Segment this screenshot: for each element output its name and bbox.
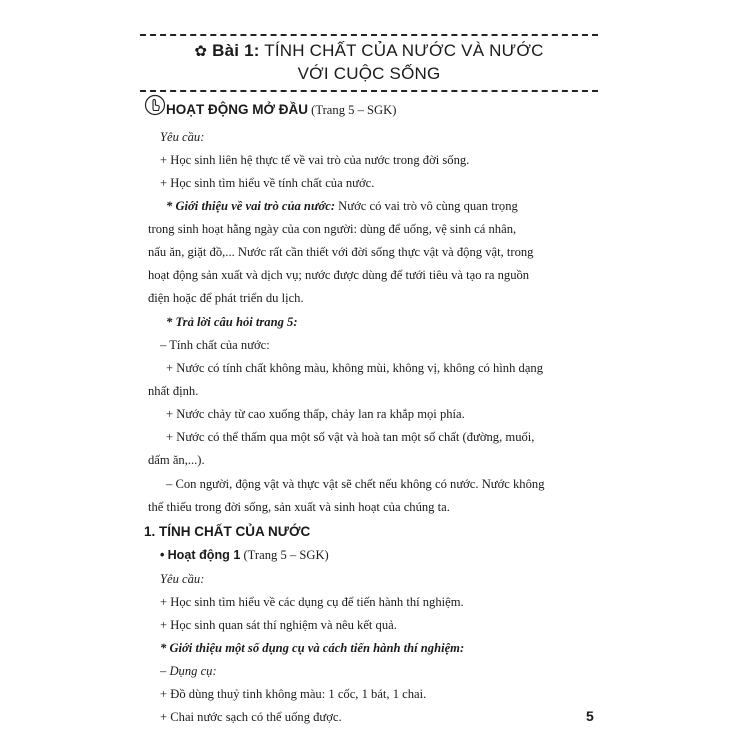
answer-4-line-1: + Nước có thể thấm qua một số vật và hoà tan một số chất (đường, muối, xyxy=(166,430,535,444)
tools-label: – Dụng cụ: xyxy=(160,664,217,678)
intro-role-label: * Giới thiệu về vai trò của nước: xyxy=(166,199,336,213)
intro-req-label: Yêu cầu: xyxy=(160,130,205,144)
section-1-req-2: + Học sinh quan sát thí nghiệm và nêu kết quả. xyxy=(160,618,397,632)
answer-4-line-2: dấm ăn,...). xyxy=(148,453,205,467)
activity-1-ref: (Trang 5 – SGK) xyxy=(240,548,329,562)
tools-intro-label: * Giới thiệu một số dụng cụ và cách tiến hành thí nghiệm: xyxy=(160,641,465,655)
lesson-title-text-1: TÍNH CHẤT CỦA NƯỚC VÀ NƯỚC xyxy=(264,41,544,60)
answer-5-line-1: – Con người, động vật và thực vật sẽ chết nếu không có nước. Nước không xyxy=(166,477,545,491)
section-1-req-1: + Học sinh tìm hiểu về các dụng cụ để tiến hành thí nghiệm. xyxy=(160,595,464,609)
intro-heading-text: HOẠT ĐỘNG MỞ ĐẦU xyxy=(166,102,309,117)
activity-1-heading xyxy=(160,548,329,563)
lesson-number: Bài 1: xyxy=(212,41,260,60)
hand-pointer-icon xyxy=(144,94,166,116)
title-bottom-rule xyxy=(140,90,598,92)
activity-bullet: • xyxy=(160,548,165,562)
tool-1: + Đồ dùng thuỷ tinh không màu: 1 cốc, 1 bát, 1 chai. xyxy=(160,687,427,701)
answer-3: + Nước chảy từ cao xuống thấp, chảy lan ra khắp mọi phía. xyxy=(166,407,465,421)
flower-icon: ✿ xyxy=(194,43,208,60)
lesson-title-line-1 xyxy=(140,40,598,63)
intro-paragraph-line-4: hoạt động sản xuất và dịch vụ; nước được dùng để tưới tiêu và tạo ra nguồn xyxy=(148,268,530,282)
intro-paragraph-line-3: nấu ăn, giặt đồ,... Nước rất cần thiết với đời sống thực vật và động vật, trong xyxy=(148,245,534,259)
intro-heading xyxy=(166,102,396,118)
section-1-heading: 1. TÍNH CHẤT CỦA NƯỚC xyxy=(144,524,311,539)
section-1-req-label: Yêu cầu: xyxy=(160,572,205,586)
intro-req-1: + Học sinh liên hệ thực tế về vai trò của nước trong đời sống. xyxy=(160,153,470,167)
title-top-rule xyxy=(140,34,598,36)
intro-heading-ref: (Trang 5 – SGK) xyxy=(308,103,397,117)
answer-2-line-1: + Nước có tính chất không màu, không mùi, không vị, không có hình dạng xyxy=(166,361,544,375)
answer-2-line-2: nhất định. xyxy=(148,384,199,398)
activity-1-label: Hoạt động 1 xyxy=(167,548,241,562)
answer-label: * Trả lời câu hỏi trang 5: xyxy=(166,315,298,329)
answer-1: – Tính chất của nước: xyxy=(160,338,270,352)
tool-2: + Chai nước sạch có thể uống được. xyxy=(160,710,342,724)
page-number: 5 xyxy=(586,708,594,724)
intro-req-2: + Học sinh tìm hiểu về tính chất của nước. xyxy=(160,176,375,190)
lesson-title xyxy=(140,40,598,85)
intro-paragraph-line-1 xyxy=(166,199,518,214)
intro-paragraph-line-5: điện hoặc để phát triển du lịch. xyxy=(148,291,304,305)
intro-paragraph-line-2: trong sinh hoạt hằng ngày của con người: dùng để uống, vệ sinh cá nhân, xyxy=(148,222,517,236)
intro-role-text: Nước có vai trò vô cùng quan trọng xyxy=(335,199,518,213)
lesson-title-line-2: VỚI CUỘC SỐNG xyxy=(297,64,441,83)
answer-5-line-2: thể thiếu trong đời sống, sản xuất và sinh hoạt của chúng ta. xyxy=(148,500,450,514)
